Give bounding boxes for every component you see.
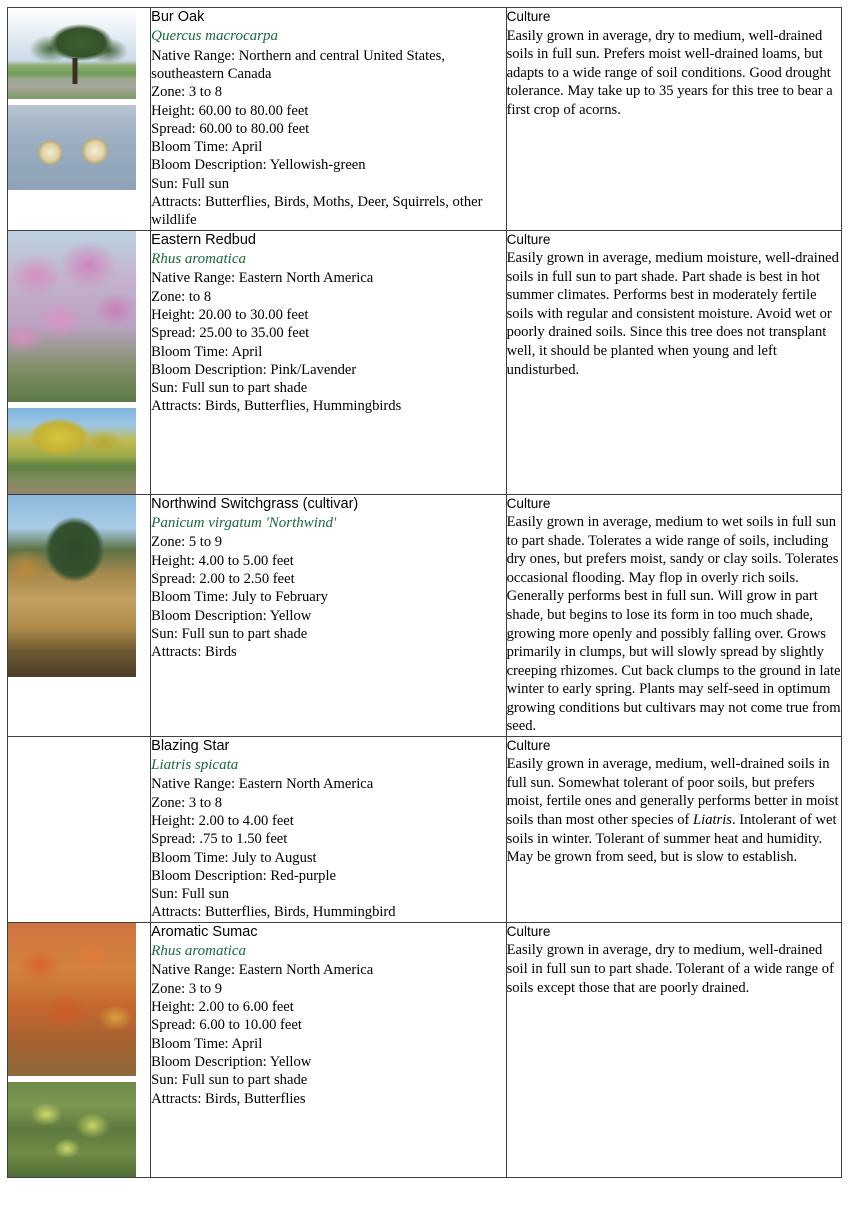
plant-attribute-attracts: Attracts: Butterflies, Birds, Moths, Deer, Squirrels, other wildlife — [151, 194, 483, 229]
plant-culture-cell — [506, 8, 841, 231]
plant-attribute-sun: Sun: Full sun to part shade — [151, 1072, 308, 1089]
plant-images-cell — [8, 736, 151, 922]
northwind-switchgrass-photo — [8, 495, 136, 677]
plant-attribute-bloom-description: Bloom Description: Pink/Lavender — [151, 361, 357, 378]
plant-attribute-spread: Spread: 2.00 to 2.50 feet — [151, 570, 295, 587]
eastern-redbud-fall-photo — [8, 408, 136, 494]
plant-scientific-name: Panicum virgatum 'Northwind' — [151, 514, 337, 531]
plant-attribute-bloom-time: Bloom Time: April — [151, 1035, 263, 1052]
plant-images-cell — [8, 8, 151, 231]
plant-attribute-height: Height: 2.00 to 6.00 feet — [151, 998, 294, 1015]
plant-common-name: Aromatic Sumac — [151, 923, 258, 940]
plant-common-name: Eastern Redbud — [151, 231, 256, 248]
plant-details-cell — [151, 230, 506, 494]
plant-scientific-name: Liatris spicata — [151, 757, 239, 773]
plant-attribute-height: Height: 60.00 to 80.00 feet — [151, 102, 309, 119]
plant-attribute-sun: Sun: Full sun — [151, 175, 230, 192]
eastern-redbud-bloom-photo — [8, 231, 136, 402]
plant-attribute-zone: Zone: to 8 — [151, 288, 212, 305]
culture-heading: Culture — [506, 231, 551, 247]
plant-attribute-zone: Zone: 5 to 9 — [151, 534, 223, 551]
plant-attribute-sun: Sun: Full sun to part shade — [151, 625, 308, 642]
plant-attribute-height: Height: 2.00 to 4.00 feet — [151, 812, 294, 829]
plant-common-name: Blazing Star — [151, 737, 230, 754]
plant-images-cell — [8, 230, 151, 494]
plant-images-cell — [8, 494, 151, 736]
table-row — [8, 494, 842, 736]
plant-attribute-attracts: Attracts: Birds, Butterflies — [151, 1090, 306, 1107]
plant-common-name: Bur Oak — [151, 9, 205, 25]
plant-attribute-native-range: Native Range: Eastern North America — [151, 962, 374, 979]
plant-attribute-sun: Sun: Full sun — [151, 886, 230, 903]
plant-attribute-bloom-time: Bloom Time: April — [151, 139, 263, 156]
plant-attribute-bloom-time: Bloom Time: April — [151, 343, 263, 360]
plant-culture-cell — [506, 230, 841, 494]
plant-culture-cell — [506, 922, 841, 1177]
plant-attribute-bloom-time: Bloom Time: July to February — [151, 589, 328, 606]
aromatic-sumac-fall-photo — [8, 923, 136, 1076]
plant-attribute-bloom-description: Bloom Description: Yellowish-green — [151, 157, 366, 174]
bur-oak-acorns-photo — [8, 105, 136, 190]
culture-description: Easily grown in average, dry to medium, well-drained soil in full sun to part shade. Tolerant of a wide range of soils except those that are poorly drained. — [506, 942, 834, 996]
plant-common-name: Northwind Switchgrass (cultivar) — [151, 495, 359, 512]
culture-description: Easily grown in average, dry to medium, well-drained soils in full sun. Prefers moist well-drained loams, but adapts to a wide range of soil conditions. Good drought tolerance. May take up to 35 years for this tree to bear a first crop of acorns. — [506, 27, 833, 118]
culture-heading: Culture — [506, 737, 551, 753]
culture-heading: Culture — [506, 923, 551, 939]
plant-attribute-native-range: Native Range: Eastern North America — [151, 270, 374, 287]
plant-scientific-name: Quercus macrocarpa — [151, 28, 278, 45]
plant-attribute-attracts: Attracts: Birds — [151, 644, 237, 661]
table-row — [8, 736, 842, 922]
plant-scientific-name: Rhus aromatica — [151, 943, 247, 960]
plant-attribute-spread: Spread: 25.00 to 35.00 feet — [151, 325, 310, 342]
table-row — [8, 8, 842, 231]
plant-attribute-bloom-description: Bloom Description: Yellow — [151, 607, 312, 624]
plant-attribute-attracts: Attracts: Birds, Butterflies, Hummingbirds — [151, 398, 402, 415]
plant-attribute-height: Height: 20.00 to 30.00 feet — [151, 306, 309, 323]
culture-description: Easily grown in average, medium to wet soils in full sun to part shade. Tolerates a wide range of soils, including dry ones, but prefers moist, sandy or clay soils. Tolerates occasional flooding. May flop in overly rich soils. Generally performs best in full sun. Will grow in part shade, but begins to lose its form in too much shade, growing more openly and possibly falling over. Grows primarily in clumps, but will slowly spread by slightly creeping rhizomes. Cut back clumps to the ground in late winter to early spring. Plants may self-seed in optimum growing conditions but cultivars may not come true from seed. — [506, 514, 841, 735]
plant-attribute-zone: Zone: 3 to 8 — [151, 794, 223, 811]
bur-oak-tree-photo — [8, 8, 136, 99]
plant-attribute-native-range: Native Range: Eastern North America — [151, 776, 374, 793]
plant-culture-cell — [506, 736, 841, 922]
culture-description: Easily grown in average, medium moisture, well-drained soils in full sun to part shade. Part shade is best in hot summer climates. Performs best in moderately fertile soils with regular and consistent moisture. Avoid wet or poorly drained soils. Since this tree does not transplant well, it should be planted when young and left undisturbed. — [506, 250, 839, 378]
plant-images-cell — [8, 922, 151, 1177]
plant-attribute-zone: Zone: 3 to 8 — [151, 84, 223, 101]
table-row — [8, 230, 842, 494]
culture-description: Easily grown in average, medium, well-drained soils in full sun. Somewhat tolerant of poor soils, but prefers moist, fertile ones and generally performs better in moist soils than most other species of Liatris. Intolerant of wet soils in winter. Tolerant of summer heat and humidity. May be grown from seed, but is slow to establish. — [506, 756, 839, 866]
culture-heading: Culture — [506, 495, 551, 511]
plant-details-cell — [151, 922, 506, 1177]
plant-culture-cell — [506, 494, 841, 736]
plant-details-cell — [151, 736, 506, 922]
plant-attribute-bloom-description: Bloom Description: Red-purple — [151, 867, 336, 884]
blazing-star-photo — [8, 737, 136, 909]
plant-reference-table — [7, 7, 842, 1178]
footer-source-link[interactable] — [16, 1209, 836, 1220]
plant-attribute-zone: Zone: 3 to 9 — [151, 980, 223, 997]
plant-attribute-sun: Sun: Full sun to part shade — [151, 380, 308, 397]
plant-attribute-attracts: Attracts: Butterflies, Birds, Hummingbird — [151, 904, 396, 921]
plant-attribute-spread: Spread: 6.00 to 10.00 feet — [151, 1017, 302, 1034]
plant-attribute-spread: Spread: .75 to 1.50 feet — [151, 831, 288, 848]
plant-attribute-native-range: Native Range: Northern and central United States, southeastern Canada — [151, 47, 445, 82]
plant-attribute-bloom-description: Bloom Description: Yellow — [151, 1053, 312, 1070]
aromatic-sumac-flower-photo — [8, 1082, 136, 1177]
plant-details-cell — [151, 494, 506, 736]
table-row — [8, 922, 842, 1177]
plant-attribute-spread: Spread: 60.00 to 80.00 feet — [151, 120, 310, 137]
plant-scientific-name: Rhus aromatica — [151, 250, 247, 267]
plant-attribute-height: Height: 4.00 to 5.00 feet — [151, 552, 294, 569]
culture-heading: Culture — [506, 9, 551, 24]
plant-details-cell — [151, 8, 506, 231]
plant-attribute-bloom-time: Bloom Time: July to August — [151, 849, 317, 866]
